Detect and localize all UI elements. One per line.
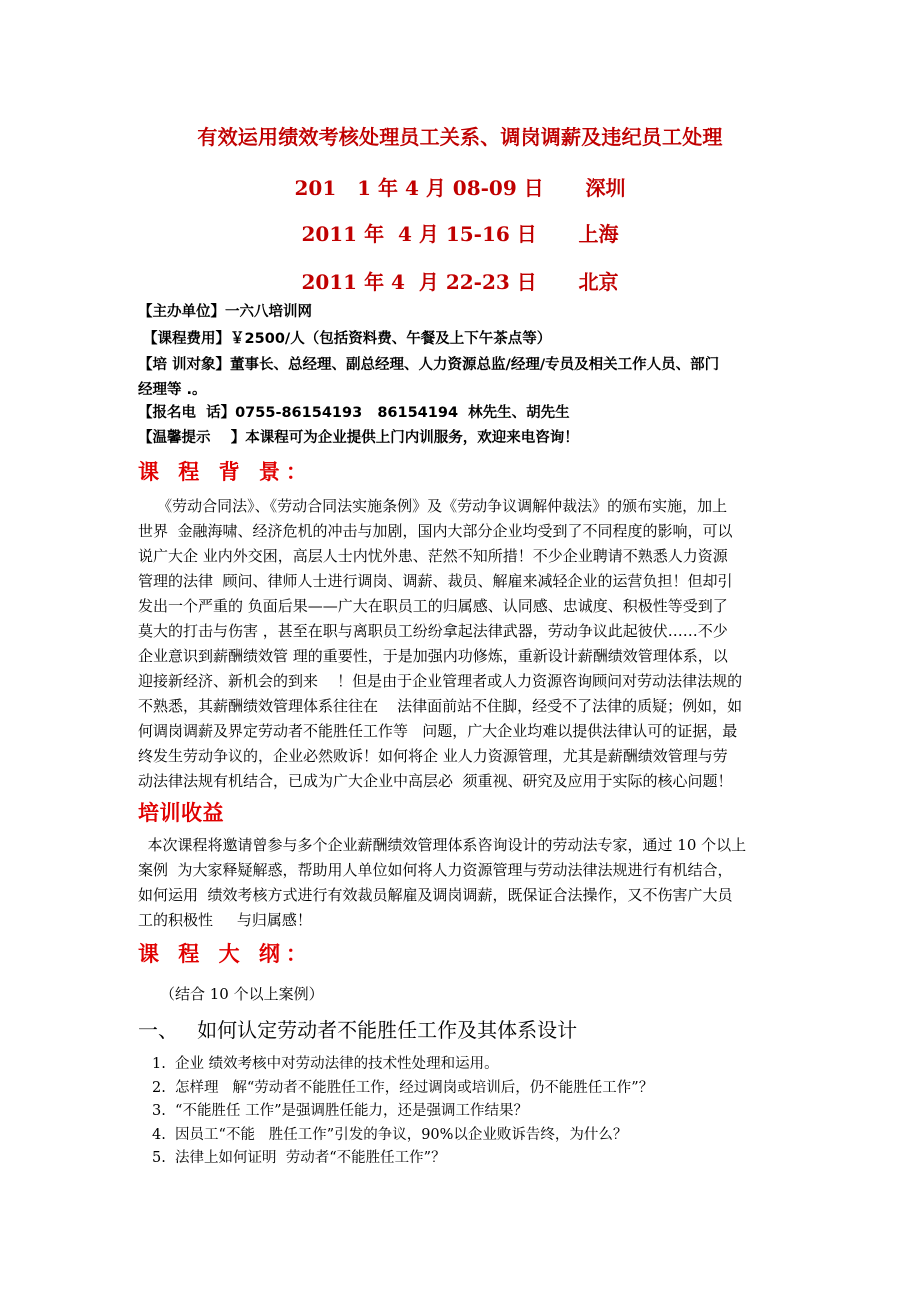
outline-list [152, 1053, 653, 1171]
benefits-paragraph [138, 833, 783, 933]
paragraph-line: 说广大企 业内外交困，高层人士内忧外患、茫然不知所措！不少企业聘请不熟悉人力资源 [138, 547, 728, 565]
benefits-heading: 培训收益 [138, 801, 224, 825]
outline-heading: 课 程 大 纲： [138, 942, 313, 966]
background-paragraph [138, 494, 783, 794]
session-shanghai: 2011 年 4 月 15-16 日 上海 [301, 222, 619, 246]
session-shenzhen: 201 1 年 4 月 08-09 日 深圳 [294, 176, 626, 200]
paragraph-line: 莫大的打击与伤害 ，甚至在职与离职员工纷纷拿起法律武器，劳动争议此起彼伏……不少 [138, 622, 728, 640]
background-heading: 课 程 背 景： [138, 460, 313, 484]
paragraph-line: 不熟悉，其薪酬绩效管理体系往往在 法律面前站不住脚，经受不了法律的质疑；例如，如 [138, 697, 743, 715]
outline-note: （结合 10 个以上案例） [160, 985, 324, 1003]
list-item: 5. 法律上如何证明 劳动者“不能胜任工作”？ [152, 1150, 446, 1166]
audience-line: 【培 训对象】董事长、总经理、副总经理、人力资源总监/经理/专员及相关工作人员、部门 [138, 357, 720, 373]
list-item: 3. “不能胜任 工作”是强调胜任能力，还是强调工作结果？ [152, 1103, 528, 1119]
audience-line-continued: 经理等 .。 [138, 382, 207, 398]
paragraph-line: 如何运用 绩效考核方式进行有效裁员解雇及调岗调薪，既保证合法操作，又不伤害广大员 [138, 886, 733, 904]
paragraph-line: 动法律法规有机结合，已成为广大企业中高层必 须重视、研究及应用于实际的核心问题！ [138, 772, 733, 790]
paragraph-line: 终发生劳动争议的，企业必然败诉！如何将企 业人力资源管理，尤其是薪酬绩效管理与劳 [138, 747, 728, 765]
tip-line: 【温馨提示 】本课程可为企业提供上门内训服务，欢迎来电咨询！ [138, 430, 579, 446]
paragraph-line: 企业意识到薪酬绩效管 理的重要性，于是加强内功修炼，重新设计薪酬绩效管理体系，以 [138, 647, 728, 665]
session-beijing: 2011 年 4 月 22-23 日 北京 [301, 270, 619, 294]
list-item: 1. 企业 绩效考核中对劳动法律的技术性处理和运用。 [152, 1056, 499, 1072]
organizer-line: 【主办单位】一六八培训网 [138, 304, 312, 320]
list-item: 2. 怎样理 解“劳动者不能胜任工作，经过调岗或培训后，仍不能胜任工作”？ [152, 1079, 654, 1096]
document-title: 有效运用绩效考核处理员工关系、调岗调薪及违纪员工处理 [197, 125, 723, 149]
paragraph-line: 管理的法律 顾问、律师人士进行调岗、调薪、裁员、解雇来减轻企业的运营负担！但却引 [138, 572, 733, 590]
paragraph-line: 案例 为大家释疑解惑，帮助用人单位如何将人力资源管理与劳动法律法规进行有机结合， [138, 861, 733, 879]
phone-line: 【报名电 话】0755-86154193 86154194 林先生、胡先生 [138, 405, 570, 421]
paragraph-line: 迎接新经济、新机会的到来 ！但是由于企业管理者或人力资源咨询顾问对劳动法律法规的 [138, 672, 743, 690]
list-item: 4. 因员工“不能 胜任工作”引发的争议，90%以企业败诉告终，为什么？ [152, 1126, 628, 1143]
paragraph-line: 发出一个严重的 负面后果——广大在职员工的归属感、认同感、忠诚度、积极性等受到了 [138, 597, 728, 615]
outline-section-title: 一、 如何认定劳动者不能胜任工作及其体系设计 [138, 1018, 578, 1042]
paragraph-line: 《劳动合同法》、《劳动合同法实施条例》及《劳动争议调解仲裁法》的颁布实施，加上 [138, 497, 728, 515]
paragraph-line: 何调岗调薪及界定劳动者不能胜任工作等 问题，广大企业均难以提供法律认可的证据，最 [138, 722, 738, 740]
fee-line: 【课程费用】￥2500/人（包括资料费、午餐及上下午茶点等） [138, 331, 552, 347]
paragraph-line: 工的积极性 与归属感！ [138, 911, 312, 929]
paragraph-line: 世界 金融海啸、经济危机的冲击与加剧，国内大部分企业均受到了不同程度的影响，可以 [138, 522, 733, 540]
paragraph-line: 本次课程将邀请曾参与多个企业薪酬绩效管理体系咨询设计的劳动法专家，通过 10 个以上 [138, 836, 747, 854]
